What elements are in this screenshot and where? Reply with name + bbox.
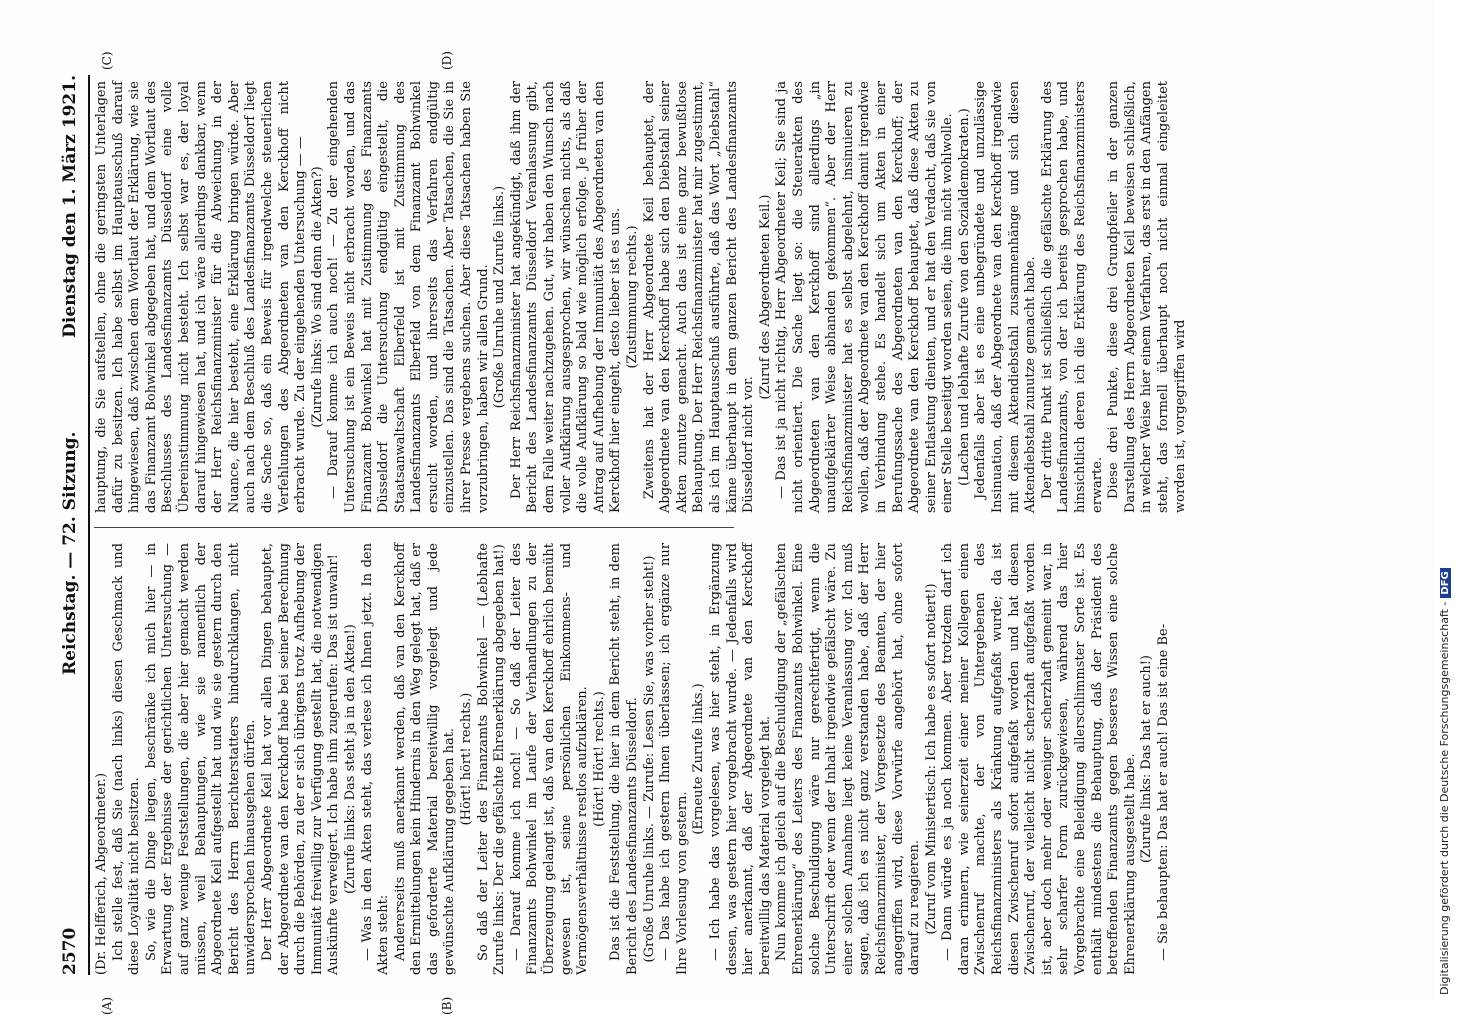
interjection: (Zurufe links: Wo sind denn die Akten?) <box>309 166 325 428</box>
paragraph: — Das ist ja nicht richtig, Herr Abgeordneter Keil; Sie sind ja nicht orientiert. Die Sache liegt so: die Steuerakten des Abgeordneten van den Kerckhoff sind allerdings „in unaufgeklärter Weise abhanden gekommen“. Aber der Herr Reichsfinanzminister hat es selbst abgelehnt, insinuieren zu wollen, daß der Abgeordnete van den Kerckhoff damit irgendwie in Verbindung stehe. Es handelt sich um Akten in einer Berufungssache des Abgeordneten van den Kerckhoff; der Abgeordnete van den Kerckhoff behauptet, daß diese Akten zu seiner Entlastung dienten, und er hat den Verdacht, daß sie von einer Stelle beseitigt worden seien, die ihm nicht wohlwolle. <box>774 81 956 513</box>
paragraph: — Darauf komme ich noch! — So daß der Leiter des Finanzamts Bohwinkel im Laufe der Verhandlungen zu der Überzeugung gelangt ist, daß van den Kerckhoff ehrlich bemüht gewesen ist, seine persönlichen Einkommens- und Vermögensverhältnisse restlos aufzuklären. <box>508 543 591 975</box>
paragraph: Der Herr Abgeordnete Keil hat vor allen Dingen behauptet, der Abgeordnete van den Kerckhoff habe bei seiner Berechnung durch die Behörden, zu der er sich übrigens trotz Aufhebung der Immunität freiwillig zur Verfügung gestellt hat, die notwendigen Auskünfte verweigert. Ich habe ihm zugerufen: Das ist unwahr! <box>259 543 342 975</box>
dfg-logo-icon: DFG <box>1440 568 1451 597</box>
interjection: (Große Unruhe und Zurufe links.) <box>492 185 508 409</box>
paragraph: Diese drei Punkte, diese drei Grundpfeiler in der ganzen Darstellung des Herrn Abgeordneten Keil beweisen schließlich, in welcher Weise hier einem Verfahren, das erst in den Anfängen steht, das formell überhaupt noch nicht einmal eingeleitet worden ist, vorgegriffen wird <box>1106 81 1188 513</box>
margin-mark-b: (B) <box>440 996 454 1015</box>
paragraph: hauptung, die Sie aufstellen, ohne die geringsten Unterlagen dafür zu besitzen. Ich habe selbst im Hauptausschuß darauf hingewiesen, daß zwischen dem Wortlaut der Erklärung, wie sie das Finanzamt Bohwinkel abgegeben hat, und dem Wortlaut des Beschlusses des Landesfinanzamts Düsseldorf eine volle Übereinstimmung nicht besteht. Ich selbst war es, der loyal darauf hingewiesen hat, und ich wäre allerdings dankbar, wenn der Herr Reichsfinanzminister für die Abweichung in der Nuance, die hier besteht, eine Erklärung bringen würde. Aber auch nach dem Beschluß des Landesfinanzamts Düsseldorf liegt die Sache so, daß ein Beweis für irgendwelche steuerlichen Verfehlungen des Abgeordneten van den Kerckhoff nicht erbracht wurde. Zu der eingehenden Untersuchung — — <box>94 81 309 513</box>
interjection: (Zuruf des Abgeordneten Keil.) <box>757 194 773 400</box>
credit-text: Digitalisierung gefördert durch die Deutsche Forschungsgemeinschaft - <box>1438 601 1451 995</box>
interjection: (Große Unruhe links. — Zurufe: Lesen Sie, was vorher steht!) <box>641 555 657 963</box>
page-number: 2570 <box>60 927 80 975</box>
paragraph: Ich stelle fest, daß Sie (nach links) diesen Geschmack und diese Loyalität nicht besitzen. <box>110 543 143 975</box>
left-text-column <box>94 543 1173 975</box>
interjection: (Hört! hört! rechts.) <box>459 692 475 826</box>
paragraph: Der dritte Punkt ist schließlich die gefälschte Erklärung des Landesfinanzamts, von der ich bereits gesprochen habe, und hinsichtlich deren ich die Erklärung des Reichsfinanzministers erwarte. <box>1039 81 1105 513</box>
margin-mark-d: (D) <box>440 51 454 70</box>
margin-mark-c: (C) <box>100 51 114 70</box>
digitization-credit <box>1438 5 1458 995</box>
column-divider <box>94 527 734 528</box>
interjection: (Hört! Hört! rechts.) <box>591 691 607 827</box>
paragraph: — Ich habe das vorgelesen, was hier steht, in Ergänzung dessen, was gestern hier vorgebracht wurde. — Jedenfalls wird hier anerkannt, daß der Abgeordnete van den Kerckhoff bereitwillig das Material vorgelegt hat. <box>707 543 773 975</box>
paragraph: — Sie behaupten: Das hat er auch! Das ist eine Be- <box>1156 623 1171 961</box>
paragraph: — Dann würde es ja noch kommen. Aber trotzdem darf ich daran erinnern, wie seinerzeit einer meiner Kollegen einen Zwischenruf machte, der von Untergebenen des Reichsfinanzministers als Kränkung aufgefaßt wurde; da ist diesen Zwischenruf sofort aufgefaßt worden und hat diesen Zwischenruf, der vielleicht nicht scherzhaft aufgefaßt worden ist, aber doch mehr oder weniger scherzhaft gemeint war, in sehr scharfer Form zurückgewiesen, während das hier Vorgebrachte eine Beleidigung allerschlimmster Sorte ist. Es enthält mindestens die Behauptung, daß der Präsident des betreffenden Finanzamts gegen besseres Wissen eine solche Ehrenerklärung ausgestellt habe. <box>940 543 1138 975</box>
page-header <box>60 75 84 975</box>
paragraph: — Darauf komme ich auch noch! — Zu der eingehenden Untersuchung ist ein Beweis nicht erbracht worden, und das Finanzamt Bohwinkel hat mit Zustimmung des Finanzamts Düsseldorf die Untersuchung endgültig eingestellt, die Staatsanwaltschaft Elberfeld ist mit Zustimmung des Landesfinanzamts Elberfeld von dem Finanzamt Bohwinkel ersucht worden, und ihrerseits das Verfahren endgültig einzustellen. Das sind die Tatsachen. Aber Tatsachen, die Sie in ihrer Presse vergebens suchen. Aber diese Tatsachen haben Sie vorzubringen, haben wir allen Grund. <box>326 81 491 513</box>
interjection: (Lachen und lebhafte Zurufe von den Sozialdemokraten.) <box>956 108 972 486</box>
interjection: (Zurufe links: Das steht ja in den Akten!) <box>342 624 358 894</box>
paragraph: Zweitens hat der Herr Abgeordnete Keil behauptet, der Abgeordnete van den Kerckhoff habe sich den Diebstahl seiner Akten zunutze gemacht. Auch das ist eine ganz bewußtlose Behauptung. Der Herr Reichsfinanzminister hat mir zugestimmt, als ich im Hauptausschuß ausführte, daß das Wort „Diebstahl“ käme überhaupt in dem ganzen Bericht des Landesfinanzamts Düsseldorf nicht vor. <box>641 81 757 513</box>
paragraph: Jedenfalls aber ist es eine unbegründete und unzulässige Insinuation, daß der Abgeordnete van den Kerckhoff irgendwie mit diesem Aktendiebstahl zusammenhänge und sich diesen Aktendiebstahl zunutze gemacht habe. <box>973 81 1039 513</box>
interjection: (Erneute Zurufe links.) <box>691 683 707 835</box>
paragraph: — Das habe ich gestern Ihnen überlassen; ich ergänze nur Ihre Vorlesung von gestern. <box>658 543 690 975</box>
session-date: Dienstag den 1. März 1921. <box>60 75 80 338</box>
margin-mark-a: (A) <box>100 996 114 1015</box>
paragraph: So daß der Leiter des Finanzamts Bohwinkel — (Lebhafte Zurufe links: Der die gefälschte Ehrenerklärung abgegeben hat!) <box>475 543 508 975</box>
header-rule <box>88 75 90 975</box>
rotated-page-content <box>60 51 1410 1015</box>
paragraph: So, wie die Dinge liegen, beschränke ich mich hier — in Erwartung der Ergebnisse der gerichtlichen Untersuchung — auf ganz wenige Feststellungen, die aber hier gemacht werden müssen, weil Behauptungen, wie sie namentlich der Abgeordnete Keil aufgestellt hat und wie sie gestern durch den Bericht des Herrn Berichterstatters hindurchklangen, nicht unwidersprochen hinausgehen dürfen. <box>143 543 259 975</box>
session-title: Reichstag. — 72. Sitzung. <box>60 431 80 675</box>
quoted-paragraph: Andererseits muß anerkannt werden, daß van den Kerckhoff den Ermittelungen kein Hindernis in den Weg gelegt hat, daß er das geforderte Material bereitwillig vorgelegt und jede gewünschte Aufklärung gegeben hat. <box>392 543 458 975</box>
interjection: (Zurufe links: Das hat er auch!) <box>1139 654 1155 864</box>
paragraph: — Was in den Akten steht, das verlese ich Ihnen jetzt. In den Akten steht: <box>359 543 392 975</box>
paragraph: Der Herr Reichsfinanzminister hat angekündigt, daß ihm der Bericht des Landesfinanzamts Düsseldorf Veranlassung gibt, dem Falle weiter nachzugehen. Gut, wir haben den Wunsch nach voller Aufklärung ausgesprochen, wir wünschen nichts, als daß die volle Aufklärung so bald wie möglich erfolge. Je früher der Antrag auf Aufhebung der Immunität des Abgeordneten van den Kerckhoff hier eingeht, desto lieber ist es uns. <box>508 81 624 513</box>
interjection: (Zuruf vom Ministertisch: Ich habe es sofort notiert!) <box>923 583 939 935</box>
right-text-column <box>94 81 1189 513</box>
interjection: (Zustimmung rechts.) <box>625 225 640 369</box>
speaker-line: (Dr. Helfferich, Abgeordneter.) <box>94 772 109 975</box>
paragraph: Nun komme ich gleich auf die Beschuldigung der „gefälschten Ehrenerklärung“ des Leiters des Finanzamts Bohwinkel. Eine solche Beschuldigung wäre nur gerechtfertigt, wenn die Unterschrift oder wenn der Inhalt irgendwie gefälscht wäre. Zu einer solchen Annahme liegt keine Veranlassung vor. Ich muß sagen, daß ich es nicht ganz verstanden habe, daß der Herr Reichsfinanzminister, der Vorgesetzte des Beamten, der hier angegriffen wird, diese Vorwürfe angehört hat, ohne sofort darauf zu reagieren. <box>774 543 923 975</box>
paragraph: Das ist die Feststellung, die hier in dem Bericht steht, in dem Bericht des Landesfinanzamts Düsseldorf. <box>608 543 640 975</box>
